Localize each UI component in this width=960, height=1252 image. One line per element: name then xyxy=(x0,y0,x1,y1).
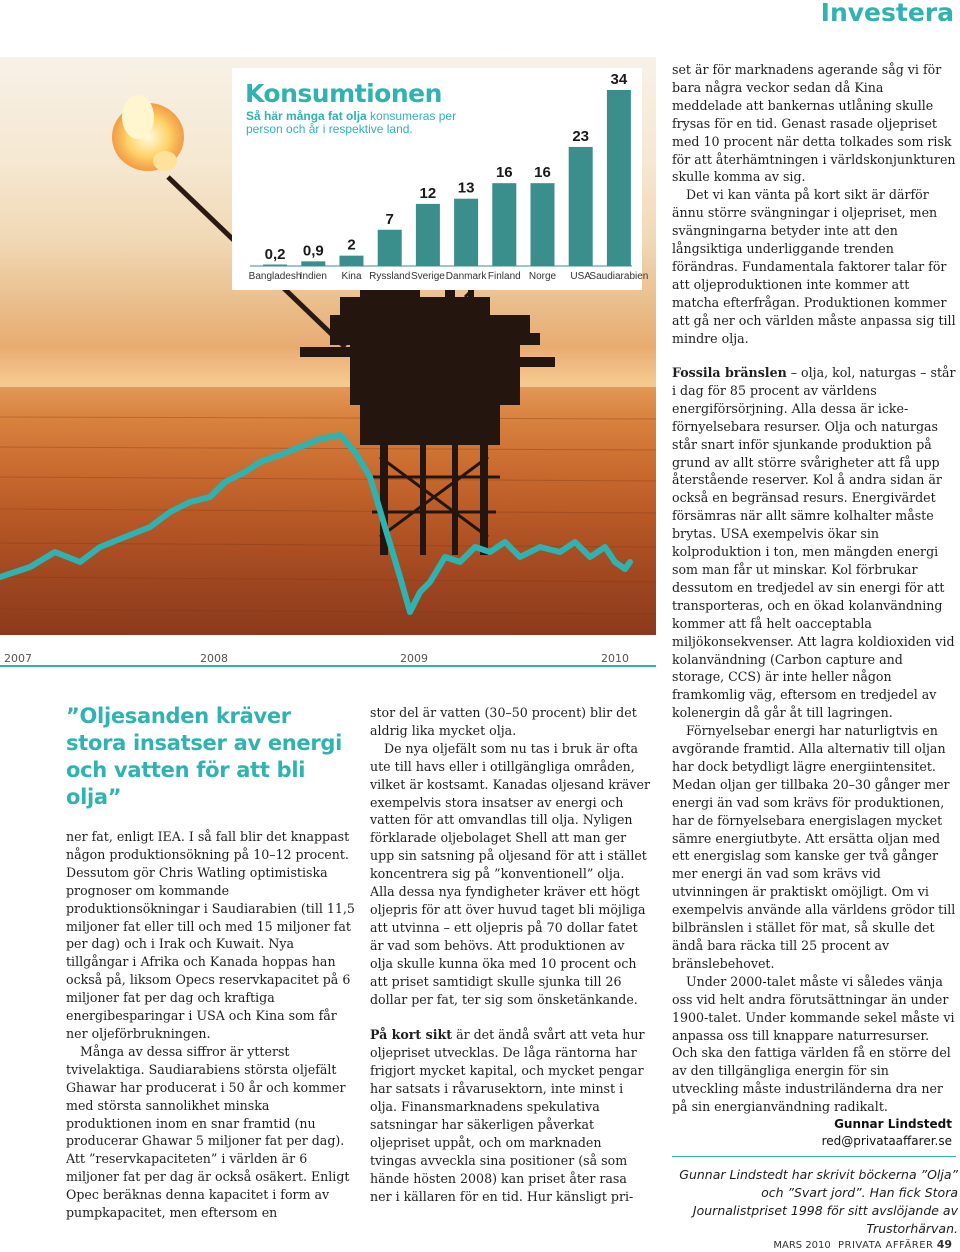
chart-bar xyxy=(531,183,555,266)
divider xyxy=(672,1156,956,1157)
issue-date: MARS 2010 xyxy=(773,1240,831,1251)
chart-value-label: 13 xyxy=(457,179,475,197)
article-column-2 xyxy=(370,704,650,1205)
chart-category-label: USA xyxy=(570,271,591,282)
chart-category-label: Finland xyxy=(487,271,521,282)
paragraph: Det vi kan vänta på kort sikt är därför ännu större svängningar i oljepriset, men svängningarna betyder inte att den långsiktiga underliggande trenden förändras. Fundamentala faktorer talar för att oljeproduktionen inte kommer att matcha efterfrågan. Produktionen kommer att gå ner och världen måste anpassa sig till mindre olja. xyxy=(672,187,956,346)
chart-value-label: 7 xyxy=(385,210,394,228)
timeline-year: 2009 xyxy=(400,652,428,665)
article-column-3-bottom xyxy=(672,364,956,1116)
paragraph: set är för marknadens agerande såg vi för bara några veckor sedan då Kina meddelade att bankernas utlåning skulle frysas för en tid. Genast rasade oljepriset med 10 procent när detta tolkades som risk för att återhämtningen i världskonjunkturen skulle komma av sig. xyxy=(672,62,956,185)
timeline-year: 2010 xyxy=(601,652,629,665)
subheading: På kort sikt xyxy=(370,1027,453,1043)
chart-bar xyxy=(340,256,364,266)
chart-bar xyxy=(378,230,402,266)
pull-quote: ”Oljesanden kräver stora insatser av energi och vatten för att bli olja” xyxy=(66,704,343,809)
chart-bar xyxy=(454,199,478,266)
author-email[interactable]: red@privataaffarer.se xyxy=(821,1134,952,1148)
chart-value-label: 16 xyxy=(534,164,551,182)
chart-value-label: 16 xyxy=(495,164,513,182)
paragraph-text: – olja, kol, naturgas – står i dag för 85 procent av världens energiförsörjning. Alla dessa är icke-förnyelsebara resurser. Olja och naturgas står snart inför sjunkande produktion på grund av allt större svårigheter att få upp återstående reserver. Kol å andra sidan är också en begränsad resurs. Energivärdet försämras när allt sämre kolhalter måste brytas. USA exempelvis ökar sin kolproduktion i ton, men mängden energi som man får ut minskar. Kol förbrukar dessutom en tredjedel av sin energi för att transporteras, och en ökad kolanvändning kommer att få helt oacceptabla miljökonsekvenser. Att lagra koldioxiden vid kolanvändning (Carbon capture and storage, CCS) är inte heller någon framkomlig väg, eftersom en tredjedel av kolenergin då går åt till lagringen. xyxy=(672,365,956,721)
chart-value-label: 0,2 xyxy=(264,245,286,263)
chart-value-label: 12 xyxy=(419,184,437,202)
consumption-bar-chart xyxy=(232,68,649,290)
paragraph xyxy=(370,1026,650,1205)
chart-bar xyxy=(569,147,593,266)
timeline-year: 2008 xyxy=(200,652,228,665)
chart-value-label: 2 xyxy=(347,236,356,254)
chart-category-label: Sverige xyxy=(410,271,445,282)
chart-bar xyxy=(607,90,631,266)
chart-value-label: 0,9 xyxy=(302,242,324,260)
chart-category-label: Kina xyxy=(341,271,362,282)
article-column-3-top xyxy=(672,61,956,348)
subheading: Fossila bränslen xyxy=(672,365,787,380)
paragraph: Under 2000-talet måste vi således vänja oss vid helt andra förutsättningar än under 1900-talet. Under kommande sekel måste vi anpassa oss till knappare naturresurser. Och ska den fattiga världen få en större del av den tillgängliga energin för sin utveckling måste industriländerna dra ner på sin energianvändning radikalt. xyxy=(672,973,955,1115)
chart-bar xyxy=(301,261,325,266)
chart-bar xyxy=(416,204,440,266)
chart-subtitle-bold: Så här många fat olja xyxy=(246,109,367,123)
chart-value-label: 34 xyxy=(610,71,628,88)
chart-bar xyxy=(492,183,516,266)
chart-bar xyxy=(263,265,287,267)
chart-category-label: Danmark xyxy=(445,271,487,282)
chart-category-label: Indien xyxy=(299,271,327,282)
paragraph-text: är det ändå svårt att veta hur oljepriset utvecklas. De låga räntorna har frigjort mycket kapital, och mycket pengar har satsats i råvarusektorn, inte minst i olja. Finansmarknadens spekulativa satsningar har säkerligen påverkat oljepriset uppåt, och om marknaden tvingas avveckla sina positioner (så som hände hösten 2008) kan priset åter rasa ner i källaren för en tid. Hur känsligt pri- xyxy=(370,1027,645,1204)
timeline-axis xyxy=(0,665,656,667)
section-header: Investera xyxy=(820,0,954,27)
chart-subtitle-rest: konsumeras per person och år i respektive land. xyxy=(246,109,457,136)
chart-category-label: Bangladesh xyxy=(248,271,302,282)
paragraph: Många av dessa siffror är ytterst tvivelaktiga. Saudiarabiens största oljefält Ghawar har producerat i 50 år och kommer med största sannolikhet minska produktionen inom en snar framtid (nu producerar Ghawar 5 miljoner fat per dag). Att ”reservkapaciteten” i världen är 6 miljoner fat per dag är också osäkert. Enligt Opec beräknas denna kapacitet i form av pumpkapacitet, men eftersom en xyxy=(66,1043,350,1221)
timeline-year: 2007 xyxy=(4,652,32,665)
chart-category-label: Norge xyxy=(528,271,557,282)
article-column-1 xyxy=(66,828,356,1222)
author-name: Gunnar Lindstedt xyxy=(834,1117,952,1131)
page-footer xyxy=(773,1238,952,1251)
paragraph: Förnyelsebar energi har naturligtvis en avgörande framtid. Alla alternativ till oljan har dock betydligt lägre energiintensitet. Medan oljan ger tillbaka 20–30 gånger mer energi än vad som krävs för produktionen, har de förnyelsebara energislagen mycket sämre energiutbyte. Att ersätta oljan med ett energislag som kanske ger två gånger mer energi än vad som krävs vid utvinningen är praktiskt omöjligt. Om vi exempelvis använde alla världens grödor till bilbränslen i stället för mat, så skulle det ändå bara räcka till 25 procent av bränslebehovet. xyxy=(672,723,956,971)
paragraph: De nya oljefält som nu tas i bruk är ofta ute till havs eller i otillgängliga områden, vilket är kostsamt. Kanadas oljesand kräver exempelvis stora insatser av energi och vatten för att omvandlas till olja. Nyligen förklarade oljebolaget Shell att man ger upp sin satsning på oljesand för att i stället koncentrera sig på ”konventionell” olja. Alla dessa nya fyndigheter kräver ett högt oljepris för att över huvud taget bli möjliga att utvinna – ett oljepris på 70 dollar fatet är vad som behövs. Att produktionen av olja skulle kunna öka med 10 procent och att priset samtidigt skulle sjunka till 26 dollar per fat, ter sig som önsketänkande. xyxy=(370,740,651,1007)
author-bio: Gunnar Lindstedt har skrivit böckerna ”Olja” och ”Svart jord”. Han fick Stora Journalistpriset 1998 för sitt avslöjande av Trustorhärvan. xyxy=(679,1167,958,1236)
chart-category-label: Ryssland xyxy=(369,271,411,282)
paragraph: ner fat, enligt IEA. I så fall blir det knappast någon produktionsökning på 10–12 procent. Dessutom gör Chris Watling optimistiska prognoser om kommande produktionsökningar i Saudiarabien (till 11,5 miljoner fat eller till och med 15 miljoner fat per dag) och i Irak och Kuwait. Nya tillgångar i Afrika och Kanada hoppas han också på, liksom Opecs reservkapacitet på 6 miljoner fat per dag och kraftiga energibesparingar i USA och Kina som får ner oljeförbrukningen. xyxy=(66,829,355,1041)
page-number: 49 xyxy=(936,1238,952,1251)
chart-title: Konsumtionen xyxy=(245,79,442,108)
chart-category-label: Saudiarabien xyxy=(589,271,649,282)
chart-value-label: 23 xyxy=(572,127,590,145)
publication-name: PRIVATA AFFÄRER xyxy=(837,1240,934,1251)
paragraph xyxy=(672,364,956,722)
paragraph: stor del är vatten (30–50 procent) blir det aldrig lika mycket olja. xyxy=(370,705,637,738)
